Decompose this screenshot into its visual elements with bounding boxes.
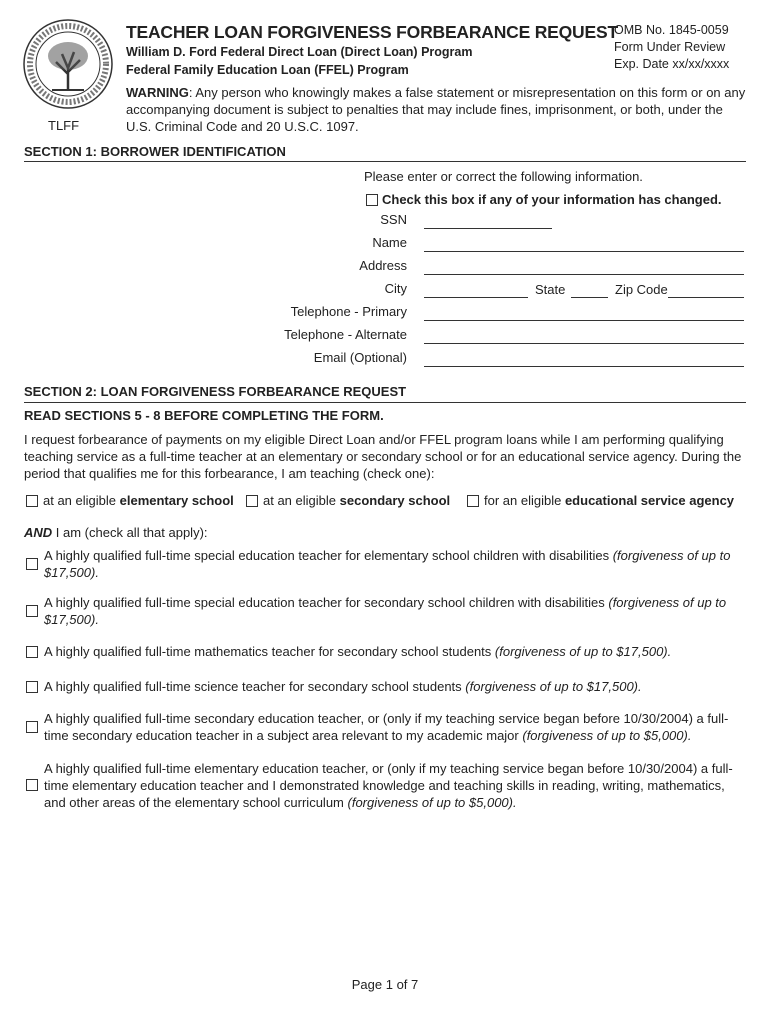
info-changed-label: Check this box if any of your information has changed.: [382, 192, 722, 207]
and-statement: AND I am (check all that apply):: [24, 525, 208, 540]
state-label: State: [535, 282, 566, 297]
name-label: Name: [372, 235, 407, 250]
section2-rule: [24, 402, 746, 403]
item-4-checkbox[interactable]: [26, 681, 38, 693]
secondary-school-checkbox[interactable]: [246, 495, 258, 507]
option-elementary-label: at an eligible elementary school: [43, 493, 234, 508]
name-field[interactable]: [424, 251, 744, 252]
item-3-text: A highly qualified full-time mathematics teacher for secondary school students (forgiveness of up to $17,500).: [44, 644, 672, 659]
section1-rule: [24, 161, 746, 162]
section1-heading: SECTION 1: BORROWER IDENTIFICATION: [24, 144, 286, 159]
elementary-school-checkbox[interactable]: [26, 495, 38, 507]
zip-field[interactable]: [668, 297, 744, 298]
item-2-text: A highly qualified full-time special education teacher for secondary school children with disabilities (forgiveness of up to $17,500).: [44, 595, 727, 627]
ssn-label: SSN: [380, 212, 407, 227]
item-3-checkbox[interactable]: [26, 646, 38, 658]
section2-heading: SECTION 2: LOAN FORGIVENESS FORBEARANCE REQUEST: [24, 384, 407, 399]
program-ffel: Federal Family Education Loan (FFEL) Program: [126, 63, 409, 77]
option-secondary-row: [246, 492, 450, 509]
item-1-checkbox[interactable]: [26, 558, 38, 570]
section1-intro: Please enter or correct the following information.: [364, 169, 643, 184]
expiration-date: Exp. Date xx/xx/xxxx: [614, 57, 730, 71]
department-of-education-seal-icon: [22, 18, 114, 110]
form-code: TLFF: [48, 118, 80, 133]
item-5-checkbox[interactable]: [26, 721, 38, 733]
warning-text: : Any person who knowingly makes a false statement or misrepresentation on this form or on any accompanying document is subject to penalties that may include fines, imprisonment, or both, under the U.S. Criminal Code and 20 U.S.C. 1097.: [126, 85, 746, 134]
omb-number: OMB No. 1845-0059: [614, 23, 729, 37]
address-label: Address: [359, 258, 407, 273]
city-field[interactable]: [424, 297, 528, 298]
item-6-checkbox[interactable]: [26, 779, 38, 791]
section2-intro: I request forbearance of payments on my eligible Direct Loan and/or FFEL program loans while I am performing qualifying teaching service as a full-time teacher at an elementary or secondary school or for an educational service agency. During the period that qualifies me for this forbearance, I am teaching (check one):: [24, 432, 742, 481]
option-elementary-row: [26, 492, 234, 509]
info-changed-row: [366, 191, 722, 208]
city-label: City: [384, 281, 407, 296]
form-review-status: Form Under Review: [614, 40, 726, 54]
item-5-text: A highly qualified full-time secondary education teacher, or (only if my teaching service began before 10/30/2004) a full-time secondary education teacher in a subject area relevant to my academic major (forgiveness of up to $5,000).: [44, 711, 729, 743]
phone-primary-label: Telephone - Primary: [290, 304, 407, 319]
warning-label: WARNING: [126, 85, 189, 100]
phone-alternate-field[interactable]: [424, 343, 744, 344]
educational-service-agency-checkbox[interactable]: [467, 495, 479, 507]
item-2-checkbox[interactable]: [26, 605, 38, 617]
section2-subheading: READ SECTIONS 5 - 8 BEFORE COMPLETING THE FORM.: [24, 408, 384, 423]
ssn-field[interactable]: [424, 228, 552, 229]
option-esa-row: [467, 492, 734, 509]
address-field[interactable]: [424, 274, 744, 275]
state-field[interactable]: [571, 297, 608, 298]
phone-alternate-label: Telephone - Alternate: [284, 327, 407, 342]
email-field[interactable]: [424, 366, 744, 367]
item-6-text: A highly qualified full-time elementary education teacher, or (only if my teaching service began before 10/30/2004) a full-time elementary education teacher and I demonstrated knowledge and teaching skills in reading, writing, mathematics, and other areas of the elementary school curriculum (forgiveness of up to $5,000).: [44, 761, 733, 810]
item-1-text: A highly qualified full-time special education teacher for elementary school children with disabilities (forgiveness of up to $17,500).: [44, 548, 731, 580]
email-label: Email (Optional): [313, 350, 407, 365]
page-number: Page 1 of 7: [351, 977, 419, 992]
program-direct-loan: William D. Ford Federal Direct Loan (Direct Loan) Program: [126, 45, 473, 59]
info-changed-checkbox[interactable]: [366, 194, 378, 206]
phone-primary-field[interactable]: [424, 320, 744, 321]
option-secondary-label: at an eligible secondary school: [263, 493, 451, 508]
option-esa-label: for an eligible educational service agency: [484, 493, 735, 508]
warning-paragraph: [126, 84, 746, 135]
form-title: TEACHER LOAN FORGIVENESS FORBEARANCE REQUEST: [126, 22, 618, 42]
item-4-text: A highly qualified full-time science teacher for secondary school students (forgiveness of up to $17,500).: [44, 679, 642, 694]
zip-label: Zip Code: [615, 282, 668, 297]
